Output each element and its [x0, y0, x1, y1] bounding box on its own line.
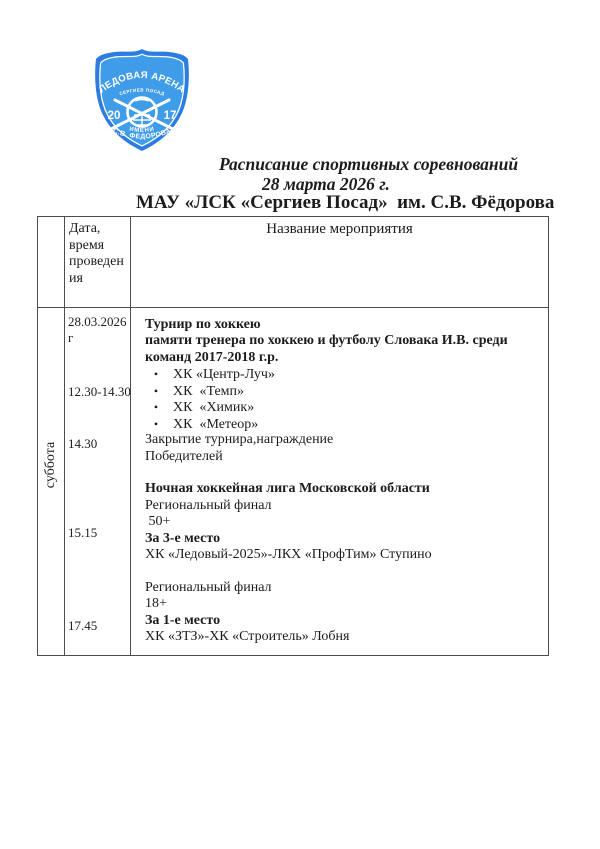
day-column: [38, 308, 65, 655]
time-entry: 17.45: [68, 618, 98, 633]
event-line: команд 2017-2018 г.р.: [145, 349, 279, 365]
event-line: [145, 564, 544, 580]
event-list-item: [145, 416, 544, 432]
header-datetime-cell: Дата, время проведения: [65, 217, 131, 308]
header-event-cell: Название мероприятия: [131, 217, 548, 308]
time-entry: 15.15: [68, 525, 98, 540]
logo-city-text: СЕРГИЕВ ПОСАД: [118, 87, 166, 97]
event-list-item-label: ХК «Метеор»: [173, 416, 259, 432]
event-line: ХК «Ледовый-2025»-ЛКХ «ПрофТим» Ступино: [145, 547, 432, 563]
time-entry: 12.30-14.30: [68, 384, 131, 399]
event-list-item: [145, 366, 544, 382]
event-line: Закрытие турнира,награждение: [145, 432, 334, 448]
ice-arena-logo-icon: [86, 44, 198, 156]
event-line: памяти тренера по хоккею и футболу Словака И.В. среди: [145, 333, 508, 349]
event-line: Турнир по хоккею: [145, 317, 261, 332]
heading-line-1: Расписание спортивных соревнований: [219, 154, 519, 174]
logo-year-left: 20: [107, 110, 121, 122]
heading-line-3: МАУ «ЛСК «Сергиев Посад» им. С.В. Фёдорова: [136, 192, 555, 213]
event-line: 50+: [145, 514, 171, 530]
event-line: Региональный финал: [145, 580, 272, 595]
event-line: 18+: [145, 596, 167, 612]
time-entry: 14.30: [68, 436, 98, 451]
header-day-cell: [38, 217, 65, 308]
event-line: [145, 465, 544, 481]
logo-year-right: 17: [163, 110, 177, 122]
event-line: Победителей: [145, 448, 223, 464]
heading-line-2: 28 марта 2026 г.: [262, 174, 390, 194]
logo-arc-title: ЛЕДОВАЯ АРЕНА: [96, 69, 188, 96]
event-line: Ночная хоккейная лига Московской области: [145, 481, 430, 497]
event-list-item-label: ХК «Темп»: [173, 383, 245, 399]
event-line: За 3-е место: [145, 530, 221, 546]
event-list-item-label: ХК «Центр-Луч»: [173, 367, 275, 383]
event-line: ХК «ЗТЗ»-ХК «Строитель» Лобня: [145, 629, 350, 645]
bullet-icon: •: [153, 400, 159, 415]
event-list-item: [145, 399, 544, 415]
logo-fedorov-text: С.В. ФЕДОРОВА: [111, 127, 173, 141]
event-list-item-label: ХК «Химик»: [173, 400, 255, 416]
logo-imeni-text: ИМЕНИ: [128, 126, 156, 135]
event-lines: [131, 308, 548, 655]
event-line: Региональный финал: [145, 497, 272, 513]
day-label: суббота: [43, 441, 58, 488]
bullet-icon: •: [153, 367, 159, 382]
schedule-table: [37, 216, 549, 656]
time-column-entries: [65, 308, 131, 655]
time-entry: 28.03.2026 г: [68, 314, 127, 345]
event-list-item: [145, 383, 544, 399]
event-line: За 1-е место: [145, 612, 221, 628]
bullet-icon: •: [153, 383, 159, 398]
bullet-icon: •: [153, 416, 159, 431]
